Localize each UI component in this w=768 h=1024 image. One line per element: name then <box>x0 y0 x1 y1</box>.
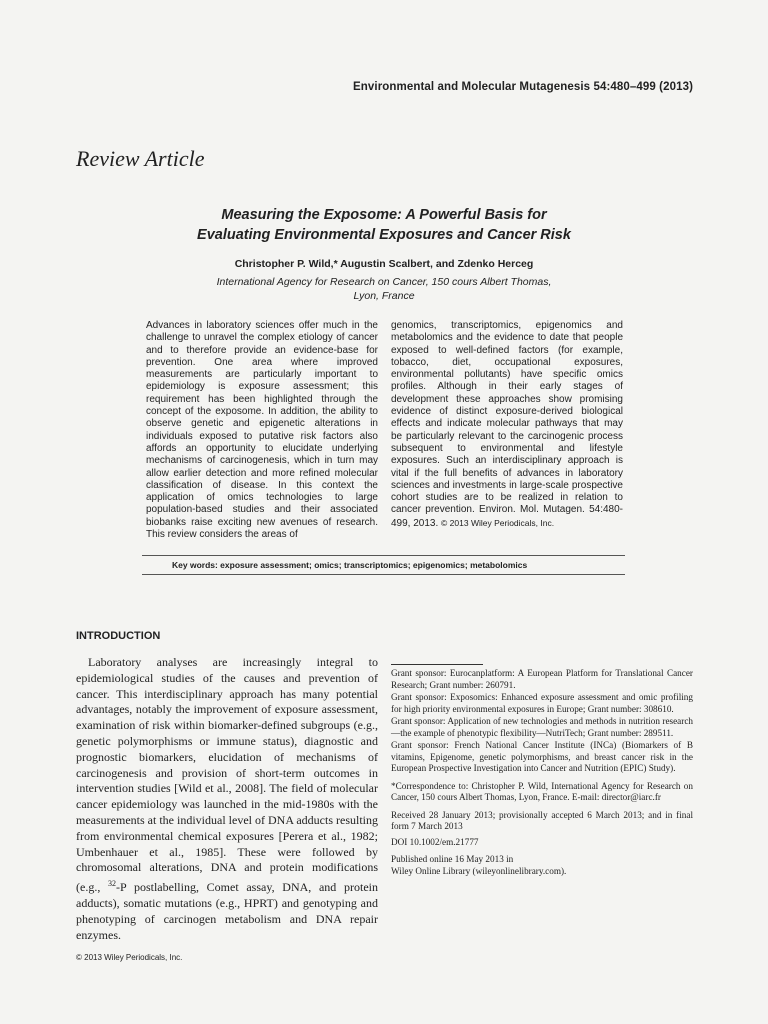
title-line-2: Evaluating Environmental Exposures and Cancer Risk <box>197 227 571 243</box>
affiliation-line-2: Lyon, France <box>353 290 415 302</box>
intro-superscript: 32 <box>108 879 117 889</box>
affiliation <box>200 275 568 303</box>
published-library: Wiley Online Library (wileyonlinelibrary.com). <box>391 865 567 876</box>
grant-footnote: Grant sponsor: Exposomics: Enhanced exposure assessment and omic profiling for high priority environmental exposures in Europe; Grant number: 308610. <box>391 692 693 714</box>
received-dates: Received 28 January 2013; provisionally accepted 6 March 2013; and in final form 7 March 2013 <box>391 809 693 831</box>
abstract-divider <box>142 555 625 556</box>
abstract-left-column: Advances in laboratory sciences offer much in the challenge to unravel the complex etiology of cancer and to therefore provide an evidence-base for prevention. One area where improved measurements are particularly important to epidemiology is exposure assessment; this requirement has been highlighted through the concept of the exposome. In addition, the ability to observe genetic and epigenetic alterations in individuals exposed to putative risk factors also affords an opportunity to elucidate underlying mechanisms of carcinogenesis, which in turn may allow earlier detection and more refined molecular classification of disease. In this context the application of omics technologies to large population-based studies and their associated biobanks raise exciting new avenues of research. This review considers the areas of <box>146 320 378 541</box>
authors: Christopher P. Wild,* Augustin Scalbert, and Zdenko Herceg <box>234 258 534 270</box>
affiliation-line-1: International Agency for Research on Cancer, 150 cours Albert Thomas, <box>216 276 552 288</box>
grant-footnote: Grant sponsor: Eurocanplatform: A European Platform for Translational Cancer Research; Grant number: 260791. <box>391 668 693 690</box>
keywords: Key words: exposure assessment; omics; transcriptomics; epigenomics; metabolomics <box>172 560 528 570</box>
grant-footnote: Grant sponsor: Application of new technologies and methods in nutrition research—the example of phenotypic flexibility—NutriTech; Grant number: 289511. <box>391 716 693 738</box>
intro-text-part-1: Laboratory analyses are increasingly integral to epidemiological studies of the causes and prevention of cancer. This interdisciplinary approach has many potential advantages, notably the improvement of exposure assessment, examination of risk within biomarker-defined subgroups (e.g., genetic polymorphisms or immune status), diagnostic and prognostic biomarkers, elucidation of mechanisms of carcinogenesis and provision of short-term outcomes in intervention studies [Wild et al., 2008]. The field of molecular cancer epidemiology was launched in the mid-1980s with the measurements at the individual level of DNA adducts resulting from environmental chemical exposures [Perera et al., 1982; Umbenhauer et al., 1985]. These were followed by chromosomal alterations, DNA and protein modifications (e.g., <box>76 655 378 895</box>
abstract-divider-bottom <box>142 574 625 575</box>
footnote-rule <box>391 664 483 665</box>
abstract-right-column <box>391 320 623 530</box>
abstract-copyright: © 2013 Wiley Periodicals, Inc. <box>441 517 555 528</box>
doi: DOI 10.1002/em.21777 <box>391 836 479 847</box>
section-heading: INTRODUCTION <box>76 630 161 642</box>
article-title <box>120 205 648 245</box>
correspondence-footnote: *Correspondence to: Christopher P. Wild, International Agency for Research on Cancer, 150 cours Albert Thomas, Lyon, France. E-mail: director@iarc.fr <box>391 780 693 802</box>
footer-copyright: © 2013 Wiley Periodicals, Inc. <box>76 953 183 962</box>
published-online: Published online 16 May 2013 in <box>391 854 514 864</box>
footnotes <box>391 668 693 881</box>
article-type: Review Article <box>76 146 205 171</box>
journal-header: Environmental and Molecular Mutagenesis 54:480–499 (2013) <box>353 81 693 93</box>
abstract-right-text: genomics, transcriptomics, epigenomics and metabolomics and the evidence to date that people exposed to well-defined factors (for example, tobacco, diet, occupational exposures, environmental pollutants) have specific omics profiles. Although in their early stages of development these approaches show promising evidence of distinct exposure-derived biological effects and indicate molecular pathways that may be particularly relevant to the carcinogenic process subsequent to environmental and lifestyle exposures. Such an interdisciplinary approach is vital if the full benefits of advances in laboratory sciences and investments in large-scale prospective cohort studies are to be realized in relation to cancer prevention. Environ. Mol. Mutagen. 54:480-499, 2013. <box>391 320 623 529</box>
grant-footnote: Grant sponsor: French National Cancer Institute (INCa) (Biomarkers of B vitamins, Epigenome, genetic polymorphisms, and breast cancer risk in the European Prospective Investigation into Cancer and Nutrition (EPIC) Study). <box>391 740 693 773</box>
intro-paragraph <box>76 655 378 943</box>
intro-text-part-2: -P postlabelling, Comet assay, DNA, and protein adducts), somatic mutations (e.g., HPRT) and genotyping and phenotyping of carcinogen metabolism and DNA repair enzymes. <box>76 880 378 942</box>
title-line-1: Measuring the Exposome: A Powerful Basis for <box>221 207 547 223</box>
